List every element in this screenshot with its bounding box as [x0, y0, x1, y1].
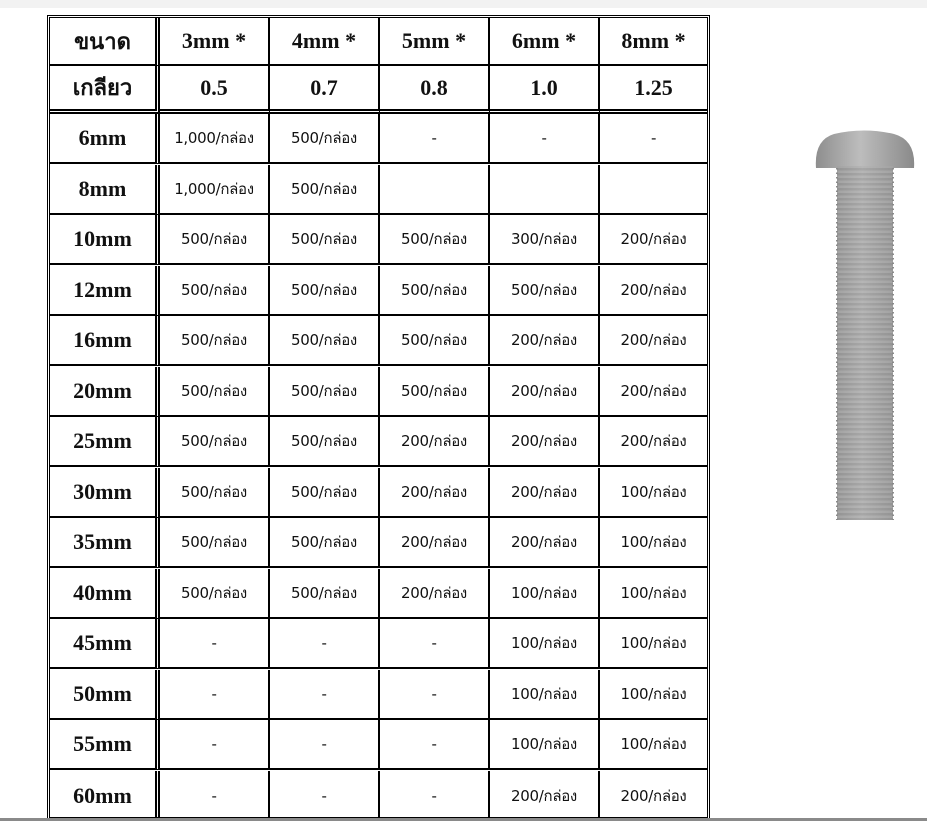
quantity-cell: -	[270, 619, 380, 669]
quantity-cell: 500/กล่อง	[270, 215, 380, 265]
quantity-cell: 500/กล่อง	[160, 518, 270, 568]
quantity-cell: -	[380, 114, 490, 164]
quantity-cell: 500/กล่อง	[160, 569, 270, 619]
length-cell: 10mm	[50, 215, 160, 265]
quantity-cell: 100/กล่อง	[600, 670, 707, 720]
table-row	[50, 569, 707, 619]
thread-header-cell: 1.25	[600, 66, 707, 114]
table-row	[50, 619, 707, 669]
quantity-cell: 200/กล่อง	[600, 417, 707, 467]
quantity-cell: 200/กล่อง	[600, 266, 707, 316]
quantity-cell: -	[160, 619, 270, 669]
quantity-cell: 500/กล่อง	[160, 215, 270, 265]
quantity-cell: 100/กล่อง	[490, 619, 600, 669]
quantity-cell: -	[270, 771, 380, 821]
quantity-cell: 200/กล่อง	[600, 215, 707, 265]
quantity-cell: 500/กล่อง	[160, 266, 270, 316]
length-cell: 16mm	[50, 316, 160, 366]
quantity-cell: 200/กล่อง	[600, 367, 707, 417]
quantity-cell: -	[380, 670, 490, 720]
quantity-cell: 500/กล่อง	[270, 367, 380, 417]
quantity-cell: -	[270, 670, 380, 720]
quantity-cell: 500/กล่อง	[270, 518, 380, 568]
quantity-cell: 500/กล่อง	[270, 266, 380, 316]
quantity-cell: -	[380, 771, 490, 821]
size-header-cell: 3mm *	[160, 18, 270, 66]
length-cell: 12mm	[50, 266, 160, 316]
quantity-cell: 100/กล่อง	[600, 569, 707, 619]
quantity-cell	[380, 165, 490, 215]
quantity-cell: 200/กล่อง	[490, 367, 600, 417]
table-row	[50, 720, 707, 770]
quantity-cell: 500/กล่อง	[160, 468, 270, 518]
quantity-cell: 100/กล่อง	[490, 720, 600, 770]
length-cell: 35mm	[50, 518, 160, 568]
length-cell: 40mm	[50, 569, 160, 619]
thread-label: เกลียว	[50, 66, 160, 114]
quantity-cell: 500/กล่อง	[160, 417, 270, 467]
quantity-cell: 200/กล่อง	[490, 518, 600, 568]
quantity-cell: 200/กล่อง	[490, 771, 600, 821]
quantity-cell: 300/กล่อง	[490, 215, 600, 265]
table-row	[50, 266, 707, 316]
table-row	[50, 215, 707, 265]
quantity-cell: 500/กล่อง	[270, 316, 380, 366]
length-cell: 60mm	[50, 771, 160, 821]
length-cell: 20mm	[50, 367, 160, 417]
table-row	[50, 417, 707, 467]
quantity-cell: 500/กล่อง	[270, 417, 380, 467]
length-cell: 55mm	[50, 720, 160, 770]
thread-header-cell: 0.8	[380, 66, 490, 114]
length-cell: 8mm	[50, 165, 160, 215]
quantity-cell: 200/กล่อง	[490, 468, 600, 518]
size-header-cell: 4mm *	[270, 18, 380, 66]
quantity-cell: 200/กล่อง	[380, 417, 490, 467]
quantity-cell: 100/กล่อง	[490, 670, 600, 720]
quantity-cell: 1,000/กล่อง	[160, 114, 270, 164]
length-cell: 50mm	[50, 670, 160, 720]
quantity-cell: 200/กล่อง	[490, 316, 600, 366]
quantity-cell: 100/กล่อง	[490, 569, 600, 619]
top-strip	[0, 0, 927, 8]
screw-icon	[810, 128, 920, 523]
quantity-cell: 500/กล่อง	[490, 266, 600, 316]
size-label: ขนาด	[50, 18, 160, 66]
quantity-cell: -	[270, 720, 380, 770]
quantity-cell: 500/กล่อง	[160, 367, 270, 417]
quantity-cell: 200/กล่อง	[620, 786, 687, 805]
quantity-cell: 500/กล่อง	[380, 266, 490, 316]
quantity-cell: -	[160, 670, 270, 720]
quantity-cell: -	[600, 114, 707, 164]
quantity-cell: -	[490, 114, 600, 164]
table-row	[50, 518, 707, 568]
size-header-row	[50, 18, 707, 66]
size-header-cell: 6mm *	[490, 18, 600, 66]
table-row	[50, 670, 707, 720]
table-row	[50, 316, 707, 366]
quantity-cell: 100/กล่อง	[600, 518, 707, 568]
length-cell: 6mm	[50, 114, 160, 164]
quantity-cell: 500/กล่อง	[270, 468, 380, 518]
quantity-cell: -	[380, 619, 490, 669]
quantity-cell: 200/กล่อง	[380, 518, 490, 568]
quantity-cell: -	[380, 720, 490, 770]
quantity-cell: 500/กล่อง	[270, 165, 380, 215]
length-cell: 25mm	[50, 417, 160, 467]
quantity-cell: 500/กล่อง	[380, 367, 490, 417]
table-row	[50, 468, 707, 518]
table-row	[50, 165, 707, 215]
thread-header-row	[50, 66, 707, 114]
quantity-cell: 500/กล่อง	[270, 569, 380, 619]
thread-header-cell: 1.0	[490, 66, 600, 114]
quantity-cell	[600, 165, 707, 215]
quantity-cell: 200/กล่อง	[380, 569, 490, 619]
quantity-cell: 500/กล่อง	[380, 215, 490, 265]
quantity-cell: 200/กล่อง	[490, 417, 600, 467]
screw-spec-table	[47, 15, 710, 820]
table-row	[50, 771, 707, 821]
quantity-cell: -	[160, 720, 270, 770]
size-header-cell: 5mm *	[380, 18, 490, 66]
quantity-cell: 100/กล่อง	[600, 619, 707, 669]
quantity-cell: 500/กล่อง	[380, 316, 490, 366]
quantity-cell: 500/กล่อง	[160, 316, 270, 366]
quantity-cell: 200/กล่อง	[600, 316, 707, 366]
quantity-cell: 100/กล่อง	[600, 720, 707, 770]
table-row	[50, 367, 707, 417]
thread-header-cell: 0.5	[160, 66, 270, 114]
quantity-cell: -	[160, 771, 270, 821]
length-cell: 30mm	[50, 468, 160, 518]
quantity-cell	[490, 165, 600, 215]
thread-header-cell: 0.7	[270, 66, 380, 114]
size-header-cell: 8mm *	[600, 18, 707, 66]
table-row	[50, 114, 707, 164]
quantity-cell: 200/กล่อง	[380, 468, 490, 518]
quantity-cell: 100/กล่อง	[600, 468, 707, 518]
quantity-cell: 500/กล่อง	[270, 114, 380, 164]
length-cell: 45mm	[50, 619, 160, 669]
quantity-cell: 1,000/กล่อง	[160, 165, 270, 215]
